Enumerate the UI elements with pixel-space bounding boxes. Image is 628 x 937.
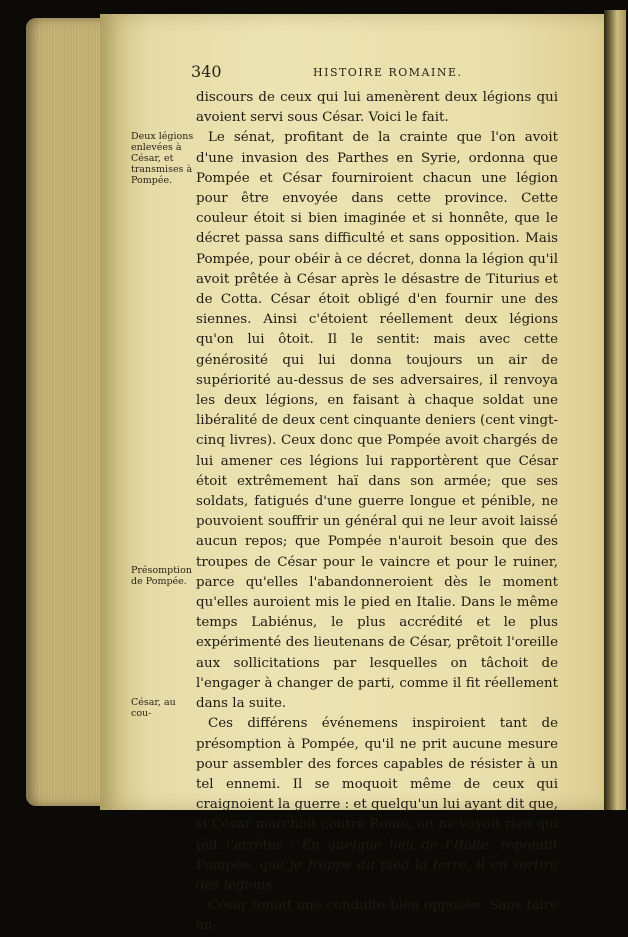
quote-italic: En quelque lieu de l'Italie, (301, 837, 493, 853)
margin-note-legions: Deux légions enlevées à César, et transmises à Pompée. (131, 131, 194, 186)
quote-italic: que je frappe du pied la terre, il en sortira des légions. (196, 857, 559, 893)
margin-note-presumption: Présomption de Pompée. (131, 565, 192, 587)
page-number: 340 (191, 62, 222, 81)
page-header (0, 62, 628, 86)
body-text (196, 88, 558, 937)
facing-page-edge (604, 10, 626, 810)
paragraph: César tenoit une conduite bien opposée. Sans faire au- (196, 898, 558, 934)
paragraph: discours de ceux qui lui amenèrent deux légions qui avoient servi sous César. Voici le fait. (196, 90, 558, 126)
paragraph-text: Ces différens événemens inspiroient tant de présomption à Pompée, qu'il ne prit aucune mesure pour assembler des forces capables de résister à un tel ennemi. Il se moquoit même de ceux qui craignoient la guerre : et quelqu'un lui ayant dit que, si César marchoit contre Rome, on ne voyoit rien qui pût l'arrêter : (196, 716, 558, 853)
running-head: HISTOIRE ROMAINE. (313, 66, 463, 79)
paragraph: Le sénat, profitant de la crainte que l'on avoit d'une invasion des Parthes en Syrie, ordonna que Pompée et César fourniroient chacun une légion pour être envoyée dans cette province. Cette couleur étoit si bien imaginée et si honnête, que le décret passa sans difficulté et sans opposition. Mais Pompée, pour obéir à ce décret, donna la légion qu'il avoit prêtée à César après le désastre de Titurius et de Cotta. César étoit obligé d'en fournir une des siennes. Ainsi c'étoient réellement deux légions qu'on lui ôtoit. Il le sentit: mais avec cette générosité qui lui donna toujours un air de supériorité au-dessus de ses adversaires, il renvoya les deux légions, en faisant à chaque soldat une libéralité de deux cent cinquante deniers (cent vingt-cinq livres). Ceux donc que Pompée avoit chargés de lui amener ces légions lui rapportèrent que César étoit extrêmement haï dans son armée; que ses soldats, fatigués d'une guerre longue et pénible, ne pouvoient souffrir un général qui ne leur avoit laissé aucun repos; que Pompée n'auroit besoin que des troupes de César pour le vaincre et pour le ruiner, parce qu'elles l'abandonneroient dès le moment qu'elles auroient mis le pied en Italie. Dans le même temps Labiénus, le plus accrédité et le plus expérimenté des lieutenans de César, prêtoit l'oreille aux sollicitations par lesquelles on tâchoit de l'engager à changer de parti, comme il fit réellement dans la suite. (196, 130, 558, 712)
paragraph-text: répondit Pompée, (196, 837, 559, 873)
paragraph (196, 714, 558, 896)
margin-note-cesar: César, au cou- (131, 697, 176, 719)
